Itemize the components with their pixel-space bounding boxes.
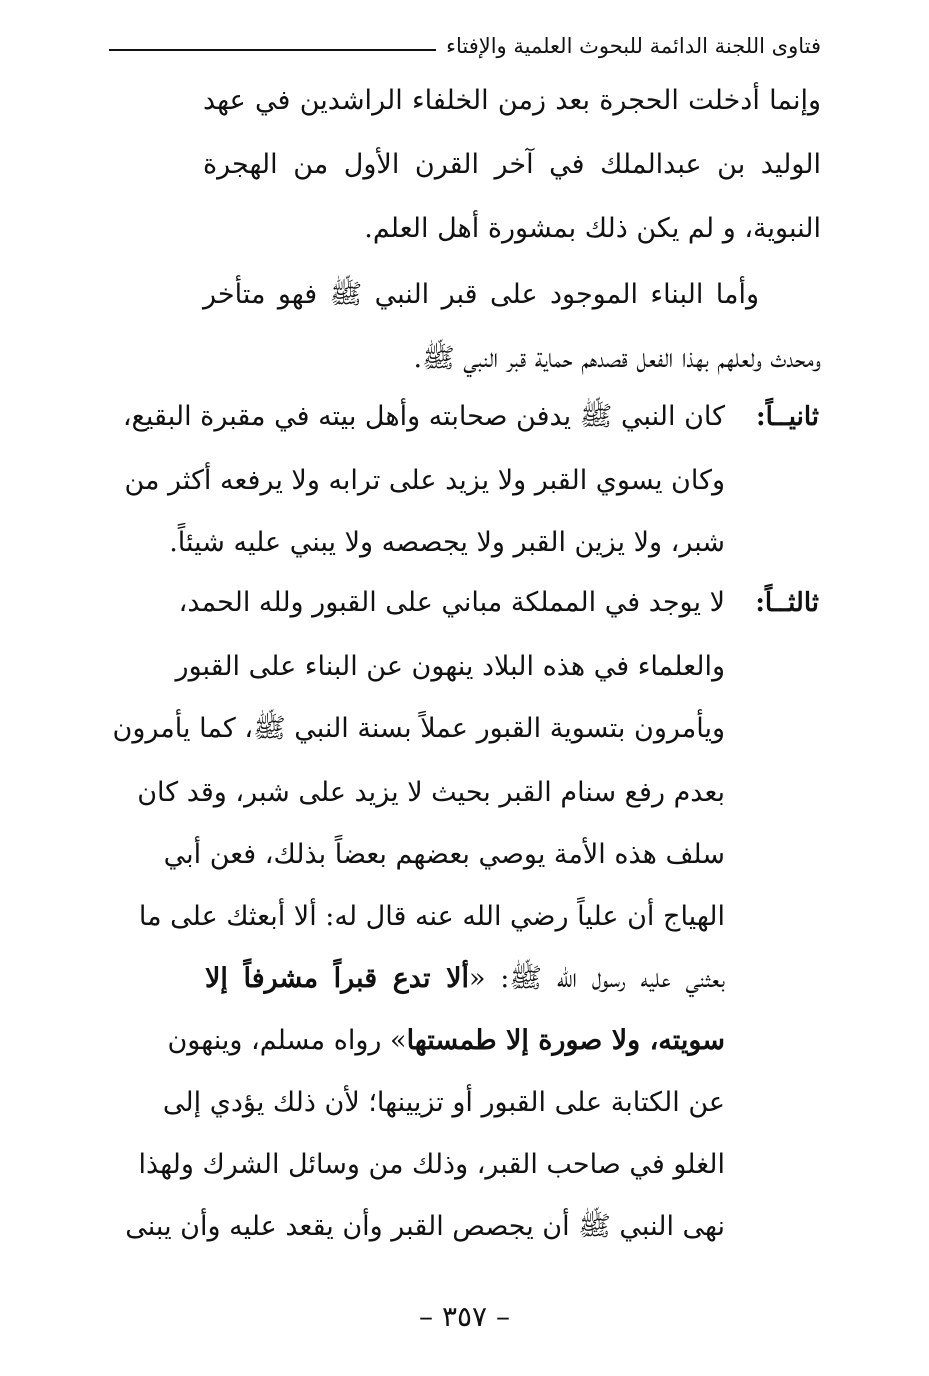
paragraph-line: الوليد بن عبدالملك في آخر القرن الأول من الهجرة (203, 149, 821, 180)
paragraph-line: النبوية، و لم يكن ذلك بمشورة أهل العلم. (364, 213, 821, 244)
paragraph-line: وإنما أدخلت الحجرة بعد زمن الخلفاء الراشدين في عهد (203, 85, 821, 116)
item-label-third: ثالثــاً: (755, 588, 819, 618)
item-line: الهياج أن علياً رضي الله عنه قال له: ألا أبعثك على ما (138, 901, 725, 932)
hadith-intro-line (205, 948, 725, 1010)
header-rule (109, 49, 436, 51)
item-line: ويأمرون بتسوية القبور عملاً بسنة النبي ﷺ، كما يأمرون (112, 713, 725, 744)
item-line: كان النبي ﷺ يدفن صحابته وأهل بيته في مقبرة البقيع، (122, 401, 725, 432)
hadith-quote-part1: ألا تدع قبراً مشرفاً إلا (205, 963, 469, 994)
item-line: الغلو في صاحب القبر، وذلك من وسائل الشرك ولهذا (138, 1149, 725, 1180)
hadith-source-text: » رواه مسلم، وينهون (167, 1025, 407, 1056)
hadith-intro-text: بعثني عليه رسول الله ﷺ: « (468, 963, 725, 994)
hadith-quote-part2: سويته، ولا صورة إلا طمستها (406, 1025, 725, 1056)
paragraph-line: ومحدث ولعلهم بهذا الفعل قصدهم حماية قبر النبي ﷺ. (413, 343, 821, 374)
item-line: سلف هذه الأمة يوصي بعضهم بعضاً بذلك، فعن أبي (163, 839, 725, 870)
item-line: بعدم رفع سنام القبر بحيث لا يزيد على شبر، وقد كان (137, 777, 725, 808)
running-header (109, 26, 821, 66)
item-line: وكان يسوي القبر ولا يزيد على ترابه ولا يرفعه أكثر من (124, 465, 725, 496)
item-line: نهى النبي ﷺ أن يجصص القبر وأن يقعد عليه وأن يبنى (125, 1211, 725, 1242)
item-line: شبر، ولا يزين القبر ولا يجصصه ولا يبني عليه شيئاً. (169, 527, 725, 558)
item-label-second: ثانيــاً: (756, 402, 819, 432)
header-title: فتاوى اللجنة الدائمة للبحوث العلمية والإفتاء (446, 34, 821, 58)
item-line: عن الكتابة على القبور أو تزيينها؛ لأن ذلك يؤدي إلى (162, 1087, 725, 1118)
item-line: لا يوجد في المملكة مباني على القبور ولله الحمد، (178, 587, 725, 618)
paragraph-line: وأما البناء الموجود على قبر النبي ﷺ فهو متأخر (203, 279, 759, 310)
item-line: والعلماء في هذه البلاد ينهون عن البناء على القبور (175, 651, 725, 682)
page-number: – ٣٥٧ – (419, 1300, 510, 1333)
hadith-end-line (167, 1010, 725, 1072)
